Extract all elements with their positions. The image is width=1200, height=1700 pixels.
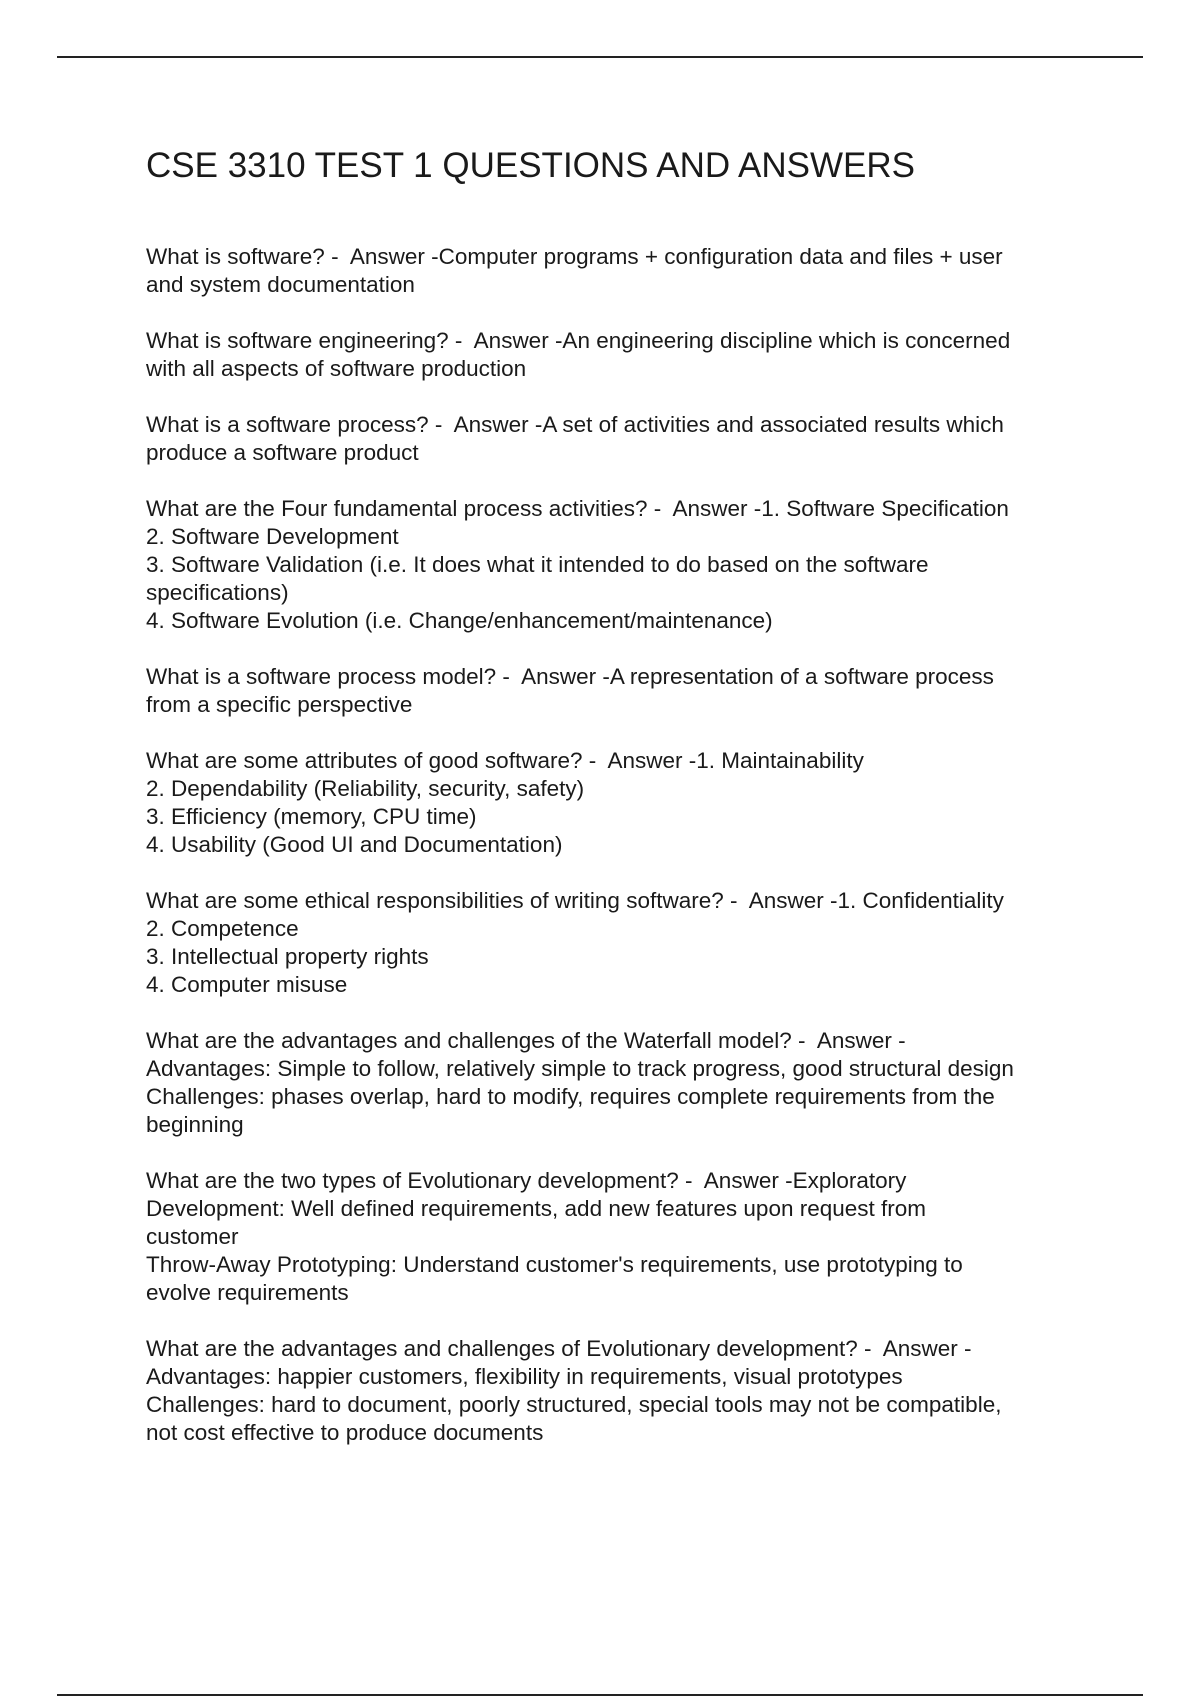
qa-item-6: What are some attributes of good software? - Answer -1. Maintainability 2. Dependability (Reliability, security, safety) 3. Efficiency (memory, CPU time) 4. Usability (Good UI and Documentation) xyxy=(146,748,864,857)
qa-item-9: What are the two types of Evolutionary development? - Answer -Exploratory Development: Well defined requirements, add new features upon request from customer Throw-Away Prototyping: Understand customer's requirements, use prototyping to evolve requirements xyxy=(146,1168,963,1305)
qa-list xyxy=(146,243,1146,1447)
top-rule xyxy=(57,56,1143,58)
bottom-rule xyxy=(57,1694,1143,1696)
qa-item-1: What is software? - Answer -Computer programs + configuration data and files + user and system documentation xyxy=(146,244,1003,297)
qa-item-3: What is a software process? - Answer -A set of activities and associated results which produce a software product xyxy=(146,412,1004,465)
qa-item-4: What are the Four fundamental process activities? - Answer -1. Software Specification 2. Software Development 3. Software Validation (i.e. It does what it intended to do based on the software specifications) 4. Software Evolution (i.e. Change/enhancement/maintenance) xyxy=(146,496,1009,633)
qa-item-7: What are some ethical responsibilities of writing software? - Answer -1. Confidentiality 2. Competence 3. Intellectual property rights 4. Computer misuse xyxy=(146,888,1004,997)
qa-item-2: What is software engineering? - Answer -An engineering discipline which is concerned with all aspects of software production xyxy=(146,328,1011,381)
document-title: CSE 3310 TEST 1 QUESTIONS AND ANSWERS xyxy=(146,146,915,185)
qa-item-5: What is a software process model? - Answer -A representation of a software process from a specific perspective xyxy=(146,664,994,717)
qa-item-10: What are the advantages and challenges of Evolutionary development? - Answer - Advantages: happier customers, flexibility in requirements, visual prototypes Challenges: hard to document, poorly structured, special tools may not be compatible, not cost effective to produce documents xyxy=(146,1336,1002,1445)
qa-item-8: What are the advantages and challenges of the Waterfall model? - Answer - Advantages: Simple to follow, relatively simple to track progress, good structural design Challenges: phases overlap, hard to modify, requires complete requirements from the beginning xyxy=(146,1028,1014,1137)
